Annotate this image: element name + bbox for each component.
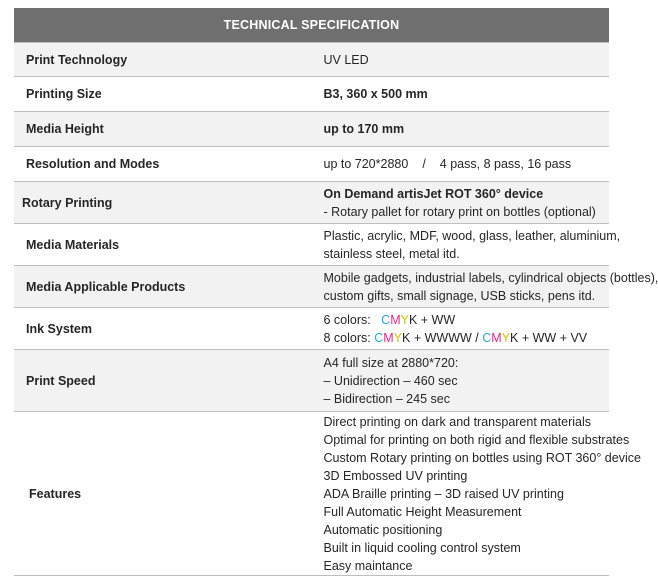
value-resolution: [312, 147, 610, 182]
feature-item: Full Automatic Height Measurement: [323, 504, 522, 519]
ink-line-2: [324, 329, 610, 347]
label-ink-system: Ink System: [14, 308, 312, 350]
label-resolution: Resolution and Modes: [14, 147, 312, 182]
ink-8-colors-label: 8 colors:: [323, 330, 371, 345]
value-ink-system: [312, 308, 610, 350]
row-ink-system: [14, 308, 609, 350]
row-print-technology: [14, 43, 609, 77]
resolution-max: up to 720*2880: [323, 157, 409, 171]
value-rotary: [312, 182, 610, 224]
ink-6-colors-label: 6 colors:: [323, 312, 371, 327]
feature-item: Direct printing on dark and transparent materials: [323, 414, 591, 429]
label-print-technology: Print Technology: [14, 43, 312, 77]
table-title: TECHNICAL SPECIFICATION: [14, 8, 609, 43]
rotary-line-2: - Rotary pallet for rotary print on bottles (optional): [323, 204, 596, 219]
feature-item: Built in liquid cooling control system: [323, 540, 521, 555]
value-media-height: up to 170 mm: [312, 112, 610, 147]
ink-line-1: [324, 311, 610, 329]
ink-8-colors-mid: K + WWWW /: [402, 330, 479, 345]
resolution-separator: /: [422, 157, 426, 171]
row-printing-size: [14, 77, 609, 112]
ink-magenta-2: M: [383, 330, 394, 345]
row-rotary: [14, 182, 609, 224]
row-media-materials: [14, 224, 609, 266]
row-features: [14, 412, 609, 576]
value-print-technology: UV LED: [312, 43, 610, 77]
ink-yellow-3: Y: [501, 330, 511, 345]
ink-magenta: M: [390, 312, 401, 327]
resolution-modes: 4 pass, 8 pass, 16 pass: [439, 157, 572, 171]
ink-cyan-3: C: [482, 330, 492, 345]
media-materials-line-1: Plastic, acrylic, MDF, wood, glass, leather, aluminium,: [323, 228, 621, 243]
row-print-speed: [14, 350, 609, 412]
ink-cyan-2: C: [374, 330, 384, 345]
print-speed-line-3: – Bidirection – 245 sec: [323, 391, 450, 406]
feature-item: Optimal for printing on both rigid and flexible substrates: [323, 432, 630, 447]
label-rotary: Rotary Printing: [14, 182, 312, 224]
spec-table: [14, 8, 658, 576]
label-media-height: Media Height: [14, 112, 312, 147]
ink-yellow: Y: [400, 312, 409, 327]
print-speed-line-1: A4 full size at 2880*720:: [323, 355, 459, 370]
feature-item: Easy maintance: [323, 558, 413, 573]
feature-item: Automatic positioning: [323, 522, 443, 537]
row-media-products: [14, 266, 609, 308]
media-products-line-2: custom gifts, small signage, USB sticks, pens itd.: [323, 288, 596, 303]
feature-item: ADA Braille printing – 3D raised UV printing: [323, 486, 564, 501]
media-materials-line-2: stainless steel, metal itd.: [323, 246, 460, 261]
rotary-line-1: On Demand artisJet ROT 360° device: [323, 186, 544, 201]
feature-item: 3D Embossed UV printing: [323, 468, 468, 483]
value-features: [312, 412, 641, 576]
ink-8-colors-rest: K + WW + VV: [510, 330, 588, 345]
feature-item: Custom Rotary printing on bottles using ROT 360° device: [323, 450, 641, 465]
ink-magenta-3: M: [491, 330, 502, 345]
value-media-products: [312, 266, 658, 308]
label-printing-size: Printing Size: [14, 77, 312, 112]
print-speed-line-2: – Unidirection – 460 sec: [323, 373, 458, 388]
row-media-height: [14, 112, 609, 147]
media-products-line-1: Mobile gadgets, industrial labels, cylindrical objects (bottles),: [323, 270, 658, 285]
label-media-products: Media Applicable Products: [14, 266, 312, 308]
label-print-speed: Print Speed: [14, 350, 312, 412]
value-printing-size: B3, 360 x 500 mm: [312, 77, 610, 112]
label-features: Features: [14, 412, 312, 576]
ink-cyan: C: [381, 312, 391, 327]
label-media-materials: Media Materials: [14, 224, 312, 266]
ink-6-colors-rest: K + WW: [408, 312, 456, 327]
ink-yellow-2: Y: [393, 330, 403, 345]
row-resolution: [14, 147, 609, 182]
value-media-materials: [312, 224, 621, 266]
value-print-speed: [312, 350, 610, 412]
